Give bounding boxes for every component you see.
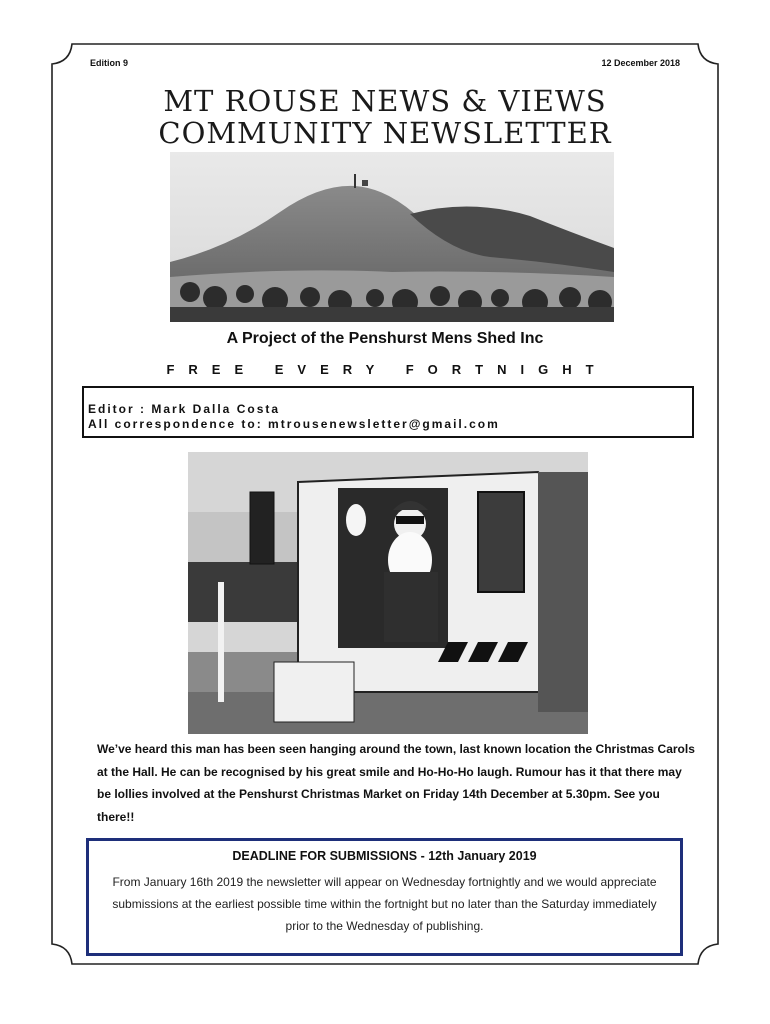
newsletter-title-line1: MT ROUSE NEWS & VIEWS bbox=[163, 84, 607, 118]
newsletter-title-line2: COMMUNITY NEWSLETTER bbox=[158, 116, 612, 150]
editor-line: Editor : Mark Dalla Costa bbox=[88, 402, 281, 416]
santa-fire-truck-photo bbox=[188, 452, 588, 734]
project-tagline: A Project of the Penshurst Mens Shed Inc bbox=[226, 330, 544, 347]
edition-label: Edition 9 bbox=[90, 58, 128, 68]
deadline-title: DEADLINE FOR SUBMISSIONS - 12th January 2019 bbox=[232, 849, 537, 863]
deadline-body: From January 16th 2019 the newsletter will appear on Wednesday fortnightly and we would appreciate submissions at the earliest possible time within the fortnight but no later than the Saturday immediately prior to the Wednesday of publishing. bbox=[112, 875, 657, 933]
correspondence-line: All correspondence to: mtrousenewsletter@gmail.com bbox=[88, 417, 500, 431]
editor-info-box bbox=[82, 386, 694, 438]
mt-rouse-photo bbox=[170, 152, 614, 322]
santa-caption: We’ve heard this man has been seen hanging around the town, last known location the Christmas Carols at the Hall. He can be recognised by his great smile and Ho-Ho-Ho laugh. Rumour has it that there may be lollies involved at the Penshurst Christmas Market on Friday 14th December at 5.30pm. See you there!! bbox=[97, 742, 695, 824]
issue-date: 12 December 2018 bbox=[601, 58, 680, 68]
frequency-tagline: FREE EVERY FORTNIGHT bbox=[166, 362, 608, 377]
deadline-box bbox=[86, 838, 683, 956]
